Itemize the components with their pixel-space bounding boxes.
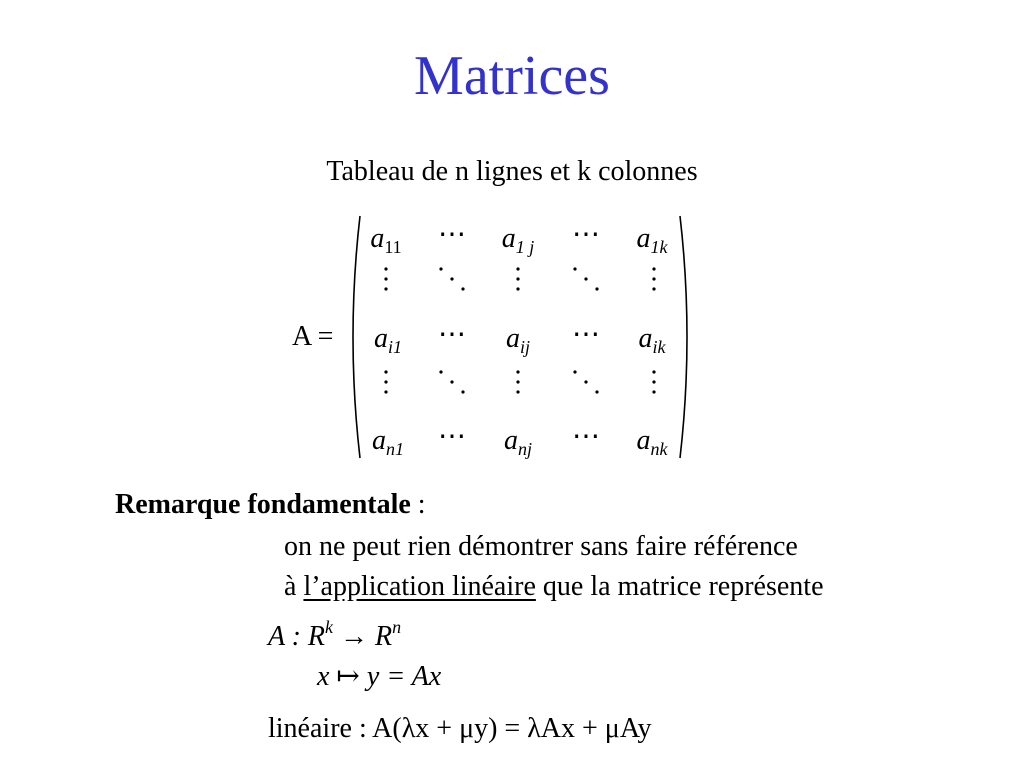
- mapping-rule: x ↦ y = Ax: [317, 661, 442, 692]
- matrix-cell-ank: $a_{nk}$: [636, 425, 668, 459]
- remark-colon: :: [410, 489, 426, 520]
- ddots: [573, 370, 598, 393]
- matrix-cell-an1: $a_{n1}$: [372, 425, 404, 459]
- matrix-cell-ai1: $a_{i1}$: [373, 323, 403, 357]
- matrix-cell-aik: $a_{ik}$: [638, 323, 666, 357]
- vdots: [384, 267, 387, 290]
- matrix-cell-a11: $a_{11}$: [370, 223, 402, 257]
- ddots: [573, 267, 598, 290]
- slide-subtitle: Tableau de n lignes et k colonnes: [326, 156, 698, 187]
- remark-heading: Remarque fondamentale: [115, 489, 411, 520]
- linearity-formula: linéaire : A(λx + μy) = λAx + μAy: [268, 713, 652, 744]
- matrix-ellipsis-dots: [290, 212, 700, 462]
- matrix-hdots: ⋯: [572, 219, 600, 250]
- vdots: [652, 267, 655, 290]
- vdots: [384, 370, 387, 393]
- matrix-definition: [290, 212, 700, 462]
- matrix-hdots: ⋯: [438, 421, 466, 452]
- matrix-hdots: ⋯: [572, 319, 600, 350]
- matrix-lhs: A =: [292, 321, 334, 352]
- remark-line-1: on ne peut rien démontrer sans faire référence: [284, 531, 798, 562]
- matrix-hdots: ⋯: [438, 319, 466, 350]
- matrix-hdots: ⋯: [572, 421, 600, 452]
- ddots: [439, 370, 464, 393]
- underlined-term: l’application linéaire: [303, 571, 536, 602]
- matrix-cell-anj: $a_{nj}$: [503, 425, 533, 459]
- slide-title: Matrices: [414, 45, 610, 107]
- matrix-cell-aij: $a_{ij}$: [505, 323, 531, 357]
- matrix-hdots: ⋯: [438, 219, 466, 250]
- vdots: [652, 370, 655, 393]
- mapping-definition: A : $R^k \to R^n$: [268, 617, 402, 652]
- remark-line-2: à l’application linéaire que la matrice représente: [284, 571, 824, 602]
- vdots: [516, 370, 519, 393]
- matrix-cell-a1j: $a_{1 j}$: [501, 223, 535, 257]
- remark-heading-line: [115, 488, 426, 522]
- vdots: [516, 267, 519, 290]
- matrix-cell-a1k: $a_{1k}$: [636, 223, 668, 257]
- ddots: [439, 267, 464, 290]
